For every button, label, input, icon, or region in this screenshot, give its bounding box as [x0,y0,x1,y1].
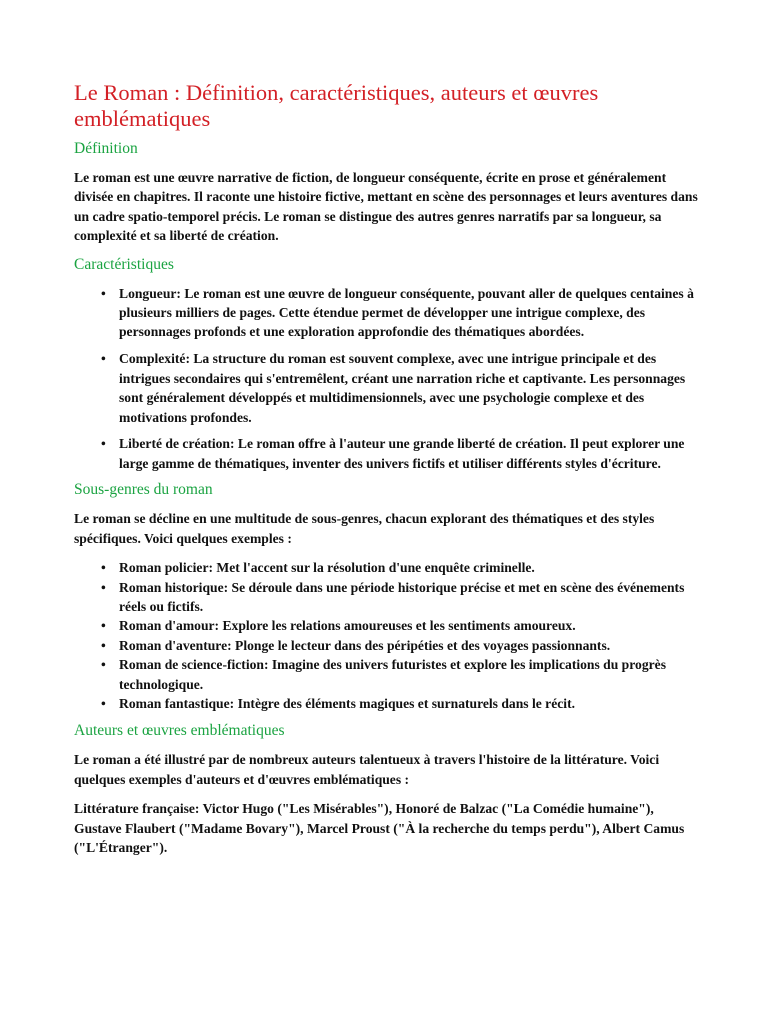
list-item: • Roman d'aventure: Plonge le lecteur dans des péripéties et des voyages passionnants. [119,636,698,655]
sous-genres-intro: Le roman se décline en une multitude de sous-genres, chacun explorant des thématiques et des styles spécifiques. Voici quelques exemples : [74,511,655,546]
section-heading-definition: Définition [74,140,138,157]
auteurs-intro: Le roman a été illustré par de nombreux auteurs talentueux à travers l'histoire de la littérature. Voici quelques exemples d'auteurs et d'œuvres emblématiques : [74,752,660,787]
list-item: • Roman de science-fiction: Imagine des univers futuristes et explore les implications du progrès technologique. [119,655,698,694]
document-page [74,80,698,867]
document-title: Le Roman : Définition, caractéristiques, auteurs et œuvres emblématiques [74,80,599,131]
section-heading-sous-genres: Sous-genres du roman [74,481,213,499]
caracteristiques-list [74,284,698,474]
list-item: • Complexité: La structure du roman est souvent complexe, avec une intrigue principale et des intrigues secondaires qui s'entremêlent, créant une narration riche et captivante. Les personnages sont généralement développés et multidimensionnels, avec une psychologie complexe et des motivations profondes. [119,349,698,427]
litterature-francaise-paragraph: Littérature française: Victor Hugo ("Les Misérables"), Honoré de Balzac ("La Comédie humaine"), Gustave Flaubert ("Madame Bovary"), Marcel Proust ("À la recherche du temps perdu"), Albert Camus ("L'Étranger"). [74,801,685,855]
list-item: • Roman fantastique: Intègre des éléments magiques et surnaturels dans le récit. [119,694,698,713]
list-item: • Liberté de création: Le roman offre à l'auteur une grande liberté de création. Il peut explorer une large gamme de thématiques, inventer des univers fictifs et utiliser différents styles d'écriture. [119,434,698,473]
list-item: • Roman historique: Se déroule dans une période historique précise et met en scène des événements réels ou fictifs. [119,578,698,617]
list-item: • Longueur: Le roman est une œuvre de longueur conséquente, pouvant aller de quelques centaines à plusieurs milliers de pages. Cette étendue permet de développer une intrigue complexe, des personnages profonds et une exploration approfondie des thématiques abordées. [119,284,698,342]
list-item: • Roman d'amour: Explore les relations amoureuses et les sentiments amoureux. [119,616,698,635]
list-item: • Roman policier: Met l'accent sur la résolution d'une enquête criminelle. [119,558,698,577]
section-heading-auteurs: Auteurs et œuvres emblématiques [74,722,285,740]
sous-genres-list [74,558,698,713]
definition-paragraph: Le roman est une œuvre narrative de fiction, de longueur conséquente, écrite en prose et généralement divisée en chapitres. Il raconte une histoire fictive, mettant en scène des personnages et leurs aventures dans un cadre spatio-temporel précis. Le roman se distingue des autres genres narratifs par sa longueur, sa complexité et sa liberté de création. [74,170,698,244]
section-heading-caracteristiques: Caractéristiques [74,255,174,273]
